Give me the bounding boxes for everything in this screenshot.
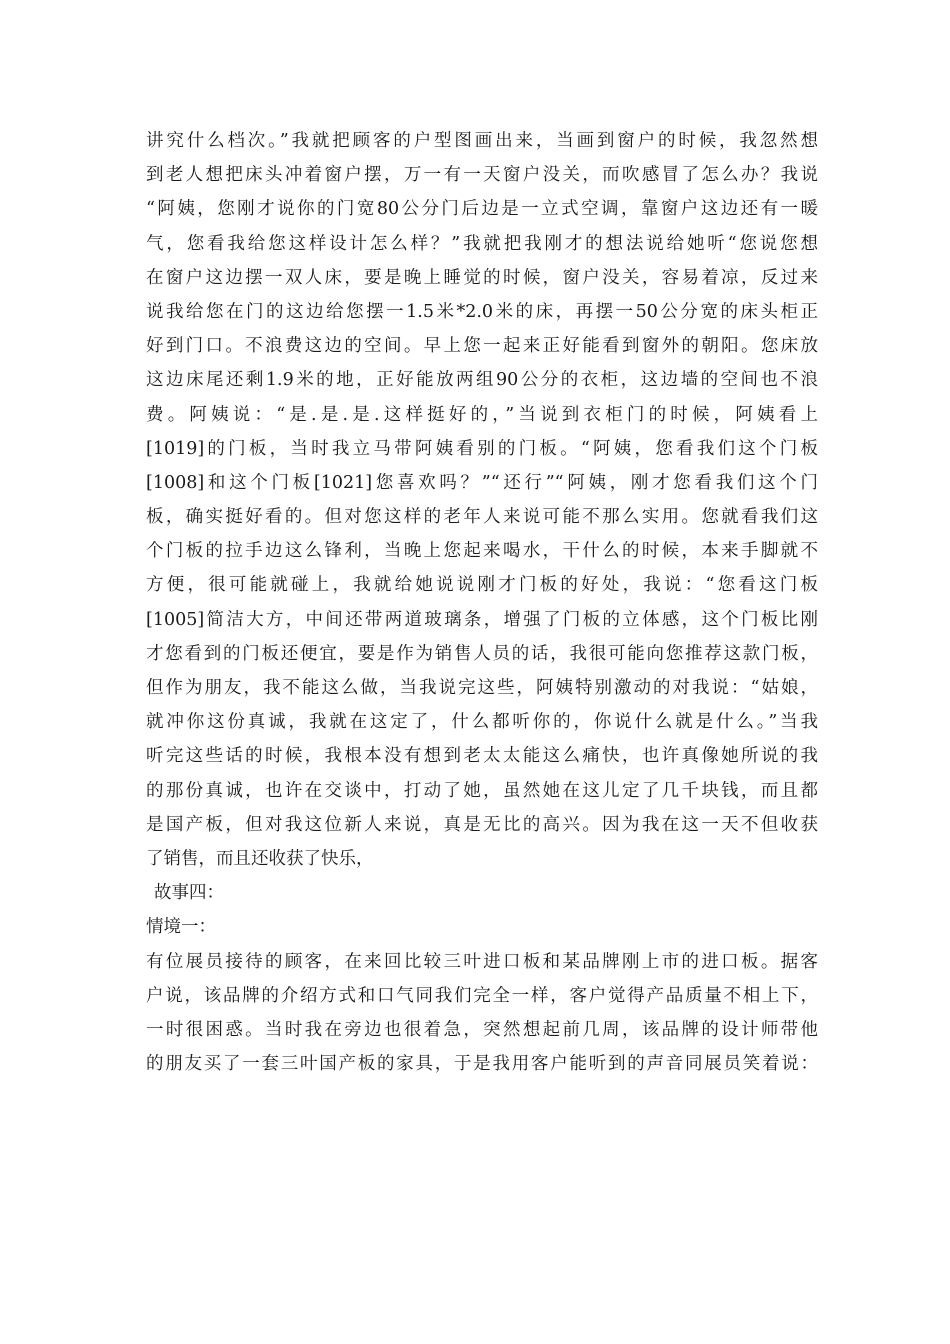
text-line: 在窗户这边摆一双人床，要是晚上睡觉的时候，窗户没关，容易着凉，反过来 — [146, 267, 818, 288]
text-line: 有位展员接待的顾客，在来回比较三叶进口板和某品牌刚上市的进口板。据客 — [146, 951, 818, 972]
text-line: “阿姨，您刚才说你的门宽80公分门后边是一立式空调，靠窗户这边还有一暖 — [146, 199, 818, 220]
text-line: 板，确实挺好看的。但对您这样的老年人来说可能不那么实用。您就看我们这 — [146, 507, 818, 528]
text-line: 到老人想把床头冲着窗户摆，万一有一天窗户没关，而吹感冒了怎么办？我说 — [146, 165, 818, 186]
section-heading: 故事四： — [154, 883, 224, 904]
subsection-heading: 情境一： — [146, 917, 216, 938]
text-line: 费。阿姨说：“是.是.是.这样挺好的，”当说到衣柜门的时候，阿姨看上 — [146, 404, 818, 425]
text-line: 户说，该品牌的介绍方式和口气同我们完全一样，客户觉得产品质量不相上下， — [146, 985, 818, 1006]
text-line: 是国产板，但对我这位新人来说，真是无比的高兴。因为我在这一天不但收获 — [146, 814, 818, 835]
text-line: 但作为朋友，我不能这么做，当我说完这些，阿姨特别激动的对我说：“姑娘， — [146, 678, 818, 698]
text-line: 讲究什么档次。”我就把顾客的户型图画出来，当画到窗户的时候，我忽然想 — [146, 131, 818, 151]
text-line: 就冲你这份真诚，我就在这定了，什么都听你的，你说什么就是什么。”当我 — [146, 712, 818, 733]
text-line: 才您看到的门板还便宜，要是作为销售人员的话，我很可能向您推荐这款门板， — [146, 643, 818, 664]
text-line: 这边床尾还剩1.9米的地，正好能放两组90公分的衣柜，这边墙的空间也不浪 — [146, 370, 818, 391]
text-line: 说我给您在门的这边给您摆一1.5米*2.0米的床，再摆一50公分宽的床头柜正 — [146, 301, 818, 322]
text-line: 气，您看我给您这样设计怎么样？”我就把我刚才的想法说给她听“您说您想 — [146, 233, 818, 254]
text-line: 听完这些话的时候，我根本没有想到老太太能这么痛快，也许真像她所说的我 — [146, 746, 818, 767]
text-line: 个门板的拉手边这么锋利，当晚上您起来喝水，干什么的时候，本来手脚就不 — [146, 541, 818, 562]
text-line: [1005]简洁大方，中间还带两道玻璃条，增强了门板的立体感，这个门板比刚 — [146, 609, 818, 630]
document-body — [146, 124, 818, 1081]
text-line: 一时很困惑。当时我在旁边也很着急，突然想起前几周，该品牌的设计师带他 — [146, 1019, 818, 1040]
text-line: 方便，很可能就碰上，我就给她说说刚才门板的好处，我说：“您看这门板 — [146, 575, 818, 596]
text-line: 的朋友买了一套三叶国产板的家具，于是我用客户能听到的声音同展员笑着说： — [146, 1054, 818, 1075]
text-line: 了销售，而且还收获了快乐， — [146, 848, 374, 869]
text-line: 的那份真诚，也许在交谈中，打动了她，虽然她在这儿定了几千块钱，而且都 — [146, 780, 818, 801]
text-line: [1019]的门板，当时我立马带阿姨看别的门板。“阿姨，您看我们这个门板 — [146, 438, 818, 459]
text-line: 好到门口。不浪费这边的空间。早上您一起来正好能看到窗外的朝阳。您床放 — [146, 336, 818, 357]
text-line: [1008]和这个门板[1021]您喜欢吗？”“还行”“阿姨，刚才您看我们这个门 — [146, 472, 818, 493]
